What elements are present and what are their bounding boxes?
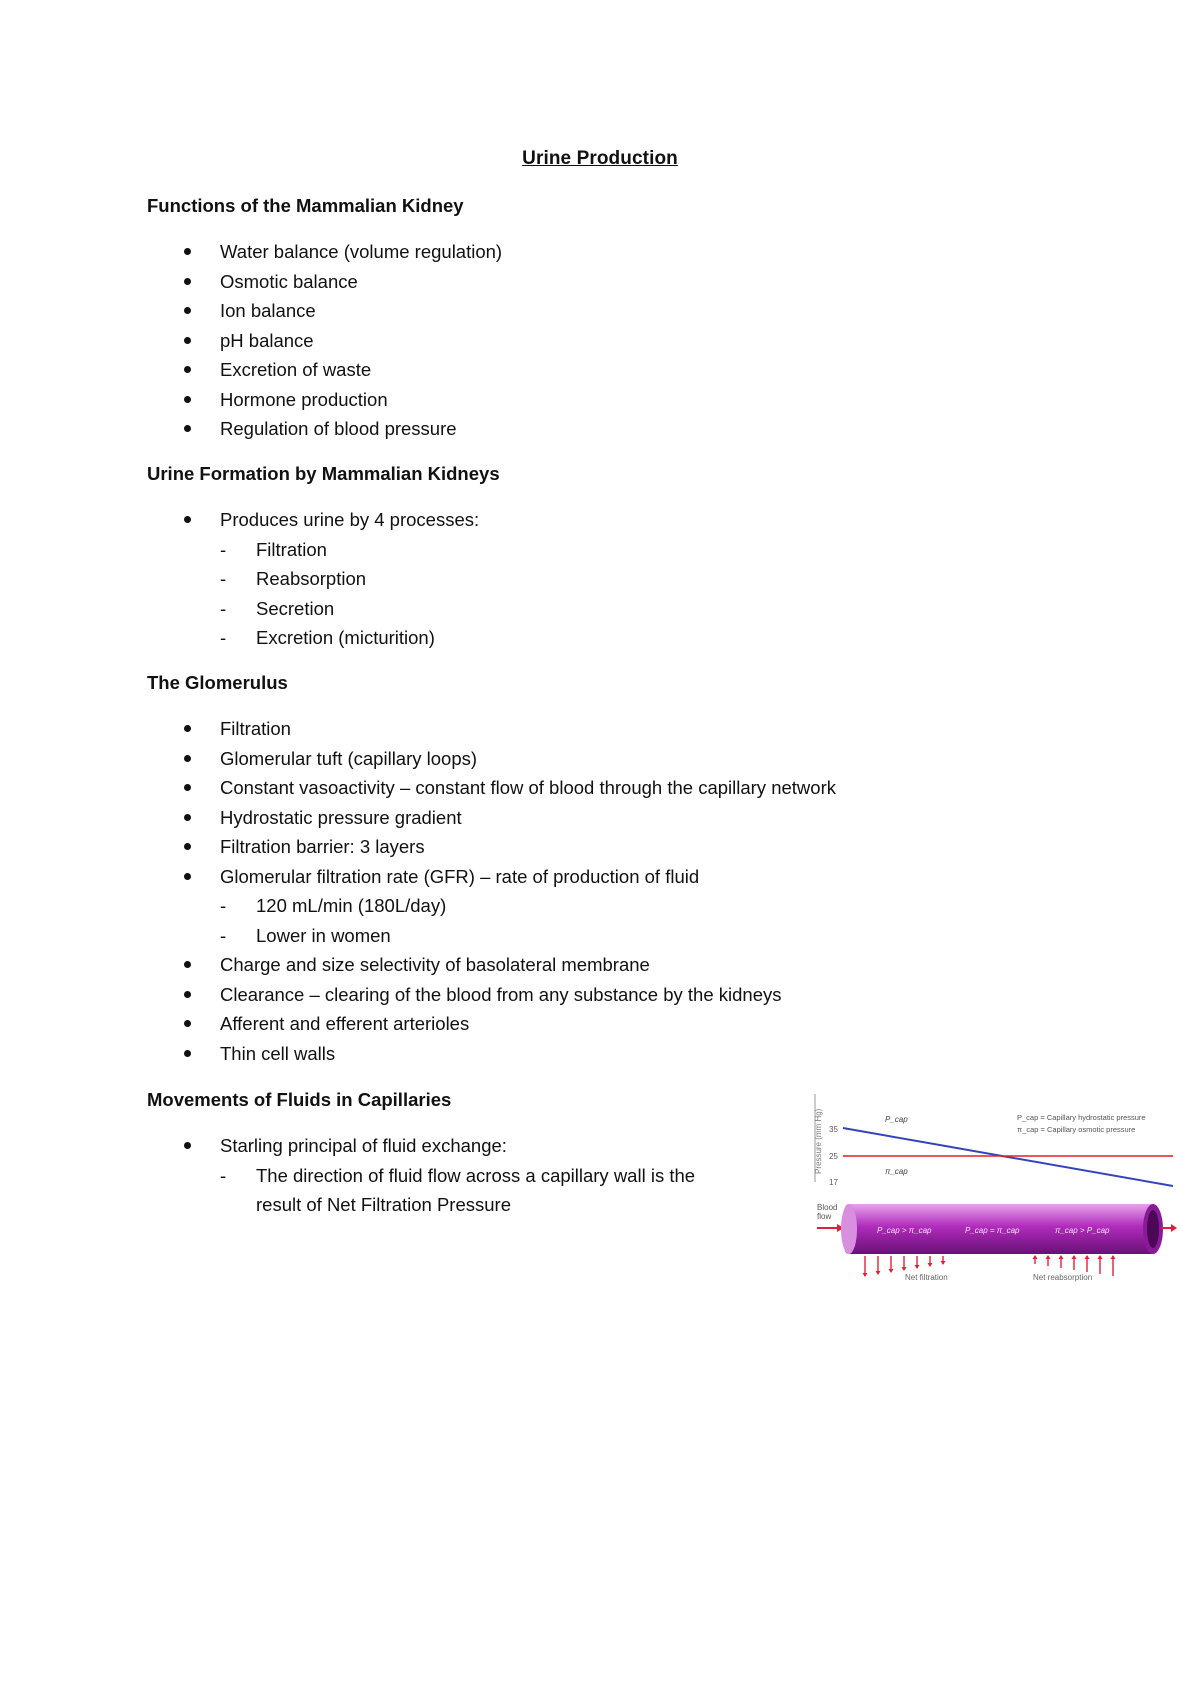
list-item: Charge and size selectivity of basolateral membrane	[147, 950, 836, 980]
sub-list-item	[147, 891, 836, 921]
reabsorption-arrow	[1085, 1255, 1090, 1272]
filtration-arrow	[889, 1256, 894, 1273]
reabsorption-arrow	[1111, 1255, 1116, 1276]
dash-mark: -	[220, 597, 227, 619]
filtration-arrow	[941, 1256, 946, 1265]
dash-mark: -	[220, 895, 227, 916]
outflow-arrowhead	[1171, 1224, 1177, 1232]
net-filtration-label: Net filtration	[905, 1273, 948, 1282]
filtration-arrow	[863, 1256, 868, 1277]
list-item: Osmotic balance	[147, 267, 502, 297]
sub-list-item-text: Lower in women	[256, 924, 391, 946]
capillary-hydrostatic-pressure-line	[843, 1128, 1173, 1186]
list-item: Filtration barrier: 3 layers	[147, 832, 836, 862]
list-item: Excretion of waste	[147, 355, 502, 385]
zone-label: P_cap > π_cap	[877, 1226, 932, 1235]
legend-entry: π_cap = Capillary osmotic pressure	[1017, 1125, 1136, 1134]
dash-mark: -	[220, 1164, 227, 1186]
filtration-arrow	[915, 1256, 920, 1269]
list-item: Afferent and efferent arterioles	[147, 1009, 836, 1039]
sub-list-item	[147, 535, 479, 565]
list-item: Hydrostatic pressure gradient	[147, 803, 836, 833]
sub-list-item	[147, 623, 479, 653]
list-item: Ion balance	[147, 296, 502, 326]
list-item: Clearance – clearing of the blood from any substance by the kidneys	[147, 980, 836, 1010]
list-item: Glomerular filtration rate (GFR) – rate of production of fluid	[147, 862, 836, 892]
list-item: Constant vasoactivity – constant flow of blood through the capillary network	[147, 773, 836, 803]
net-reabsorption-label: Net reabsorption	[1033, 1273, 1093, 1282]
y-axis-label: Pressure (mm Hg)	[814, 1108, 823, 1174]
reabsorption-arrow	[1033, 1255, 1038, 1264]
sub-list-item-text: Filtration	[256, 538, 327, 560]
blood-flow-label: Blood	[817, 1203, 838, 1212]
sub-list-item-continuation: result of Net Filtration Pressure	[256, 1194, 511, 1215]
list-item: pH balance	[147, 326, 502, 356]
line-label-picap: π_cap	[885, 1167, 908, 1176]
section-heading-functions: Functions of the Mammalian Kidney	[147, 195, 464, 216]
sub-list-item-text: Secretion	[256, 597, 335, 619]
reabsorption-arrow	[1072, 1255, 1077, 1270]
list-item: Thin cell walls	[147, 1039, 836, 1069]
tube-inlet	[841, 1204, 857, 1254]
section-heading-glomerulus: The Glomerulus	[147, 672, 288, 693]
list-item: Filtration	[147, 714, 836, 744]
dash-mark: -	[220, 568, 227, 589]
y-tick-label: 25	[829, 1152, 838, 1161]
sub-list-item-text: The direction of fluid flow across a capillary wall is the	[256, 1164, 696, 1186]
dash-mark: -	[220, 627, 227, 648]
y-tick-label: 17	[829, 1178, 838, 1187]
zone-label: π_cap > P_cap	[1055, 1226, 1110, 1235]
line-label-pcap: P_cap	[885, 1115, 908, 1124]
list-item: Water balance (volume regulation)	[147, 237, 502, 267]
capillary-tube-diagram	[817, 1203, 1177, 1282]
sub-list-item	[147, 564, 479, 594]
reabsorption-arrow	[1098, 1255, 1103, 1274]
sub-list-item-text: Excretion (micturition)	[256, 627, 435, 648]
y-tick-label: 35	[829, 1125, 838, 1134]
sub-list-item	[147, 594, 479, 624]
filtration-arrow	[876, 1256, 881, 1275]
list-item: Produces urine by 4 processes:	[147, 505, 479, 535]
reabsorption-arrow	[1046, 1255, 1051, 1266]
dash-mark: -	[220, 924, 227, 946]
starling-forces-figure	[815, 1094, 1177, 1282]
sub-list-item	[147, 1161, 695, 1191]
list-item: Regulation of blood pressure	[147, 414, 502, 444]
functions-list	[147, 237, 502, 444]
legend-entry: P_cap = Capillary hydrostatic pressure	[1017, 1113, 1146, 1122]
blood-flow-label: flow	[817, 1212, 832, 1221]
filtration-arrow	[928, 1256, 933, 1267]
sub-list-item-text: Reabsorption	[256, 568, 367, 589]
list-item: Glomerular tuft (capillary loops)	[147, 744, 836, 774]
formation-list	[147, 505, 479, 653]
glomerulus-list	[147, 714, 836, 1068]
fluids-list	[147, 1131, 695, 1220]
sub-list-item	[147, 921, 836, 951]
list-item: Hormone production	[147, 385, 502, 415]
page-title: Urine Production	[522, 148, 678, 169]
pressure-chart	[814, 1094, 1173, 1187]
zone-label: P_cap = π_cap	[965, 1226, 1020, 1235]
section-heading-formation: Urine Formation by Mammalian Kidneys	[147, 463, 500, 484]
sub-list-item-text: 120 mL/min (180L/day)	[256, 895, 447, 916]
reabsorption-arrow	[1059, 1255, 1064, 1268]
section-heading-fluids: Movements of Fluids in Capillaries	[147, 1089, 452, 1110]
dash-mark: -	[220, 538, 227, 560]
list-item: Starling principal of fluid exchange:	[147, 1131, 695, 1161]
filtration-arrow	[902, 1256, 907, 1271]
tube-outlet-lumen	[1147, 1210, 1159, 1248]
